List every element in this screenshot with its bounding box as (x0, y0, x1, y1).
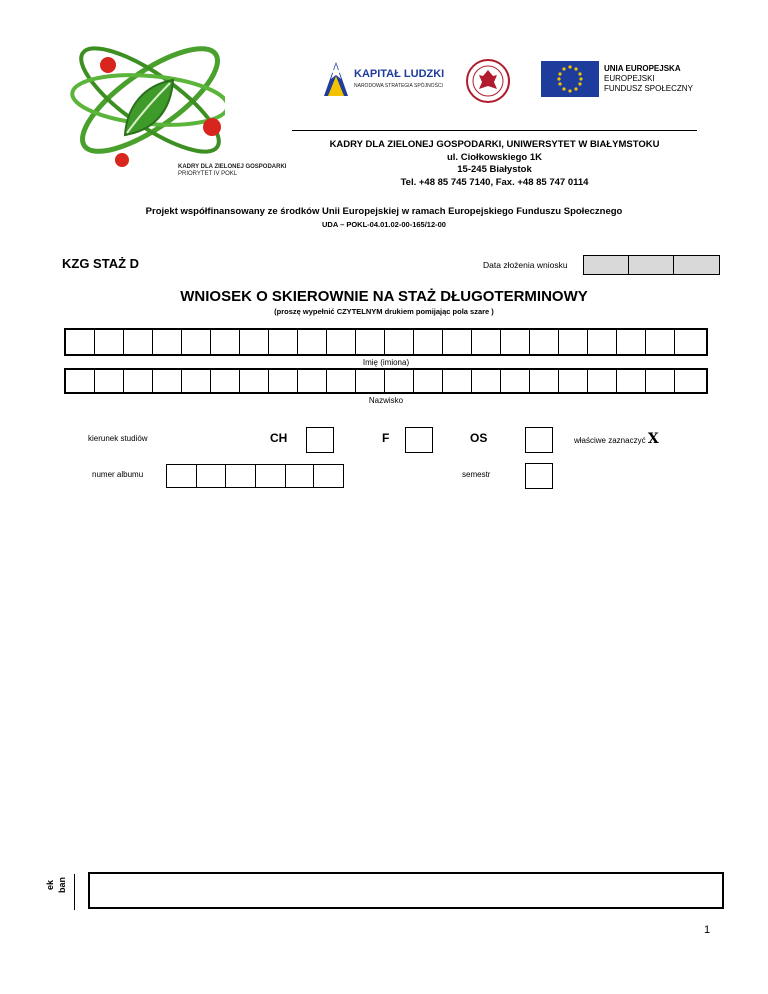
kzg-logo (55, 25, 225, 175)
first-name-cell[interactable] (559, 330, 588, 354)
last-name-cell[interactable] (240, 370, 269, 392)
first-name-cell[interactable] (211, 330, 240, 354)
option-os-checkbox[interactable] (525, 427, 553, 453)
address-block (292, 139, 697, 189)
eu-stars-icon (541, 61, 599, 97)
mark-x-icon: X (647, 431, 659, 447)
first-name-cell[interactable] (66, 330, 95, 354)
album-number-cell[interactable] (226, 465, 256, 487)
semester-label: semestr (462, 470, 491, 479)
eu-flag (541, 61, 599, 97)
side-tab-line2: ban (57, 877, 67, 894)
last-name-cell[interactable] (298, 370, 327, 392)
album-number-cell[interactable] (197, 465, 227, 487)
first-name-cell[interactable] (124, 330, 153, 354)
university-seal (465, 58, 511, 104)
album-number-cell[interactable] (314, 465, 343, 487)
last-name-cell[interactable] (675, 370, 705, 392)
date-label: Data złożenia wniosku (483, 260, 568, 270)
kapital-ludzki-subtitle: NARODOWA STRATEGIA SPÓJNOŚCI (354, 83, 443, 89)
first-name-input[interactable] (64, 328, 708, 356)
form-title: WNIOSEK O SKIEROWNIE NA STAŻ DŁUGOTERMINOWY (180, 288, 588, 305)
eu-line2: EUROPEJSKI (604, 74, 655, 83)
last-name-cell[interactable] (559, 370, 588, 392)
first-name-cell[interactable] (356, 330, 385, 354)
last-name-cell[interactable] (588, 370, 617, 392)
last-name-cell[interactable] (472, 370, 501, 392)
side-tab-line1: ek (45, 880, 55, 891)
album-number-cell[interactable] (256, 465, 286, 487)
first-name-cell[interactable] (182, 330, 211, 354)
date-cell (629, 256, 673, 274)
first-name-cell[interactable] (617, 330, 646, 354)
street: ul. Ciołkowskiego 1K (446, 151, 543, 163)
first-name-cell[interactable] (414, 330, 443, 354)
last-name-cell[interactable] (617, 370, 646, 392)
first-name-cell[interactable] (153, 330, 182, 354)
city: 15-245 Białystok (457, 164, 532, 175)
page-number: 1 (704, 924, 711, 936)
last-name-cell[interactable] (501, 370, 530, 392)
last-name-cell[interactable] (356, 370, 385, 392)
last-name-cell[interactable] (646, 370, 675, 392)
mark-hint (574, 431, 659, 447)
uda-number: UDA – POKL-04.01.02-00-165/12-00 (322, 220, 446, 229)
last-name-cell[interactable] (66, 370, 95, 392)
option-ch-label: CH (270, 431, 288, 445)
first-name-cell[interactable] (588, 330, 617, 354)
first-name-label: Imię (imiona) (362, 358, 410, 367)
first-name-cell[interactable] (327, 330, 356, 354)
date-cell (584, 256, 629, 274)
last-name-cell[interactable] (95, 370, 124, 392)
form-subtitle: (proszę wypełnić CZYTELNYM drukiem pomijając pola szare ) (274, 307, 494, 316)
first-name-cell[interactable] (472, 330, 501, 354)
kapital-ludzki-title: KAPITAŁ LUDZKI (354, 68, 445, 80)
first-name-cell[interactable] (646, 330, 675, 354)
first-name-cell[interactable] (240, 330, 269, 354)
field-of-study-label: kierunek studiów (88, 434, 148, 443)
option-f-label: F (382, 431, 390, 445)
first-name-cell[interactable] (530, 330, 559, 354)
first-name-cell[interactable] (269, 330, 298, 354)
last-name-cell[interactable] (211, 370, 240, 392)
notes-box[interactable] (88, 872, 724, 909)
first-name-cell[interactable] (443, 330, 472, 354)
mark-hint-text: właściwe zaznaczyć (574, 436, 646, 445)
project-line: Projekt współfinansowany ze środków Unii Europejskiej w ramach Europejskiego Funduszu Społecznego (145, 206, 623, 217)
album-number-cell[interactable] (286, 465, 315, 487)
date-cell (674, 256, 719, 274)
first-name-cell[interactable] (95, 330, 124, 354)
eu-line3: FUNDUSZ SPOŁECZNY (604, 84, 693, 93)
last-name-cell[interactable] (269, 370, 298, 392)
side-tab (40, 874, 75, 910)
last-name-cell[interactable] (153, 370, 182, 392)
album-number-input[interactable] (166, 464, 344, 488)
semester-input[interactable] (525, 463, 553, 489)
date-cells (583, 255, 720, 275)
last-name-input[interactable] (64, 368, 708, 394)
eu-line1: UNIA EUROPEJSKA (604, 64, 681, 73)
option-ch-checkbox[interactable] (306, 427, 334, 453)
last-name-cell[interactable] (443, 370, 472, 392)
last-name-cell[interactable] (182, 370, 211, 392)
kzg-logo-line1: KADRY DLA ZIELONEJ GOSPODARKI (178, 164, 287, 170)
last-name-cell[interactable] (414, 370, 443, 392)
org-name: KADRY DLA ZIELONEJ GOSPODARKI, UNIWERSYTET W BIAŁYMSTOKU (329, 139, 660, 150)
kzg-logo-caption (178, 164, 286, 178)
option-f-checkbox[interactable] (405, 427, 433, 453)
last-name-cell[interactable] (124, 370, 153, 392)
option-os-label: OS (470, 431, 488, 445)
last-name-cell[interactable] (385, 370, 414, 392)
first-name-cell[interactable] (298, 330, 327, 354)
first-name-cell[interactable] (385, 330, 414, 354)
first-name-cell[interactable] (501, 330, 530, 354)
kapital-ludzki-emblem (322, 58, 352, 98)
eu-caption (604, 64, 693, 94)
album-number-label: numer albumu (92, 470, 144, 479)
first-name-cell[interactable] (675, 330, 705, 354)
last-name-label: Nazwisko (368, 396, 404, 405)
header-divider (292, 130, 697, 131)
last-name-cell[interactable] (530, 370, 559, 392)
album-number-cell[interactable] (167, 465, 197, 487)
phone-fax: Tel. +48 85 745 7140, Fax. +48 85 747 0114 (400, 176, 589, 188)
last-name-cell[interactable] (327, 370, 356, 392)
form-code: KZG STAŻ D (62, 256, 140, 271)
kzg-logo-line2: PRIORYTET IV POKL (178, 171, 238, 177)
